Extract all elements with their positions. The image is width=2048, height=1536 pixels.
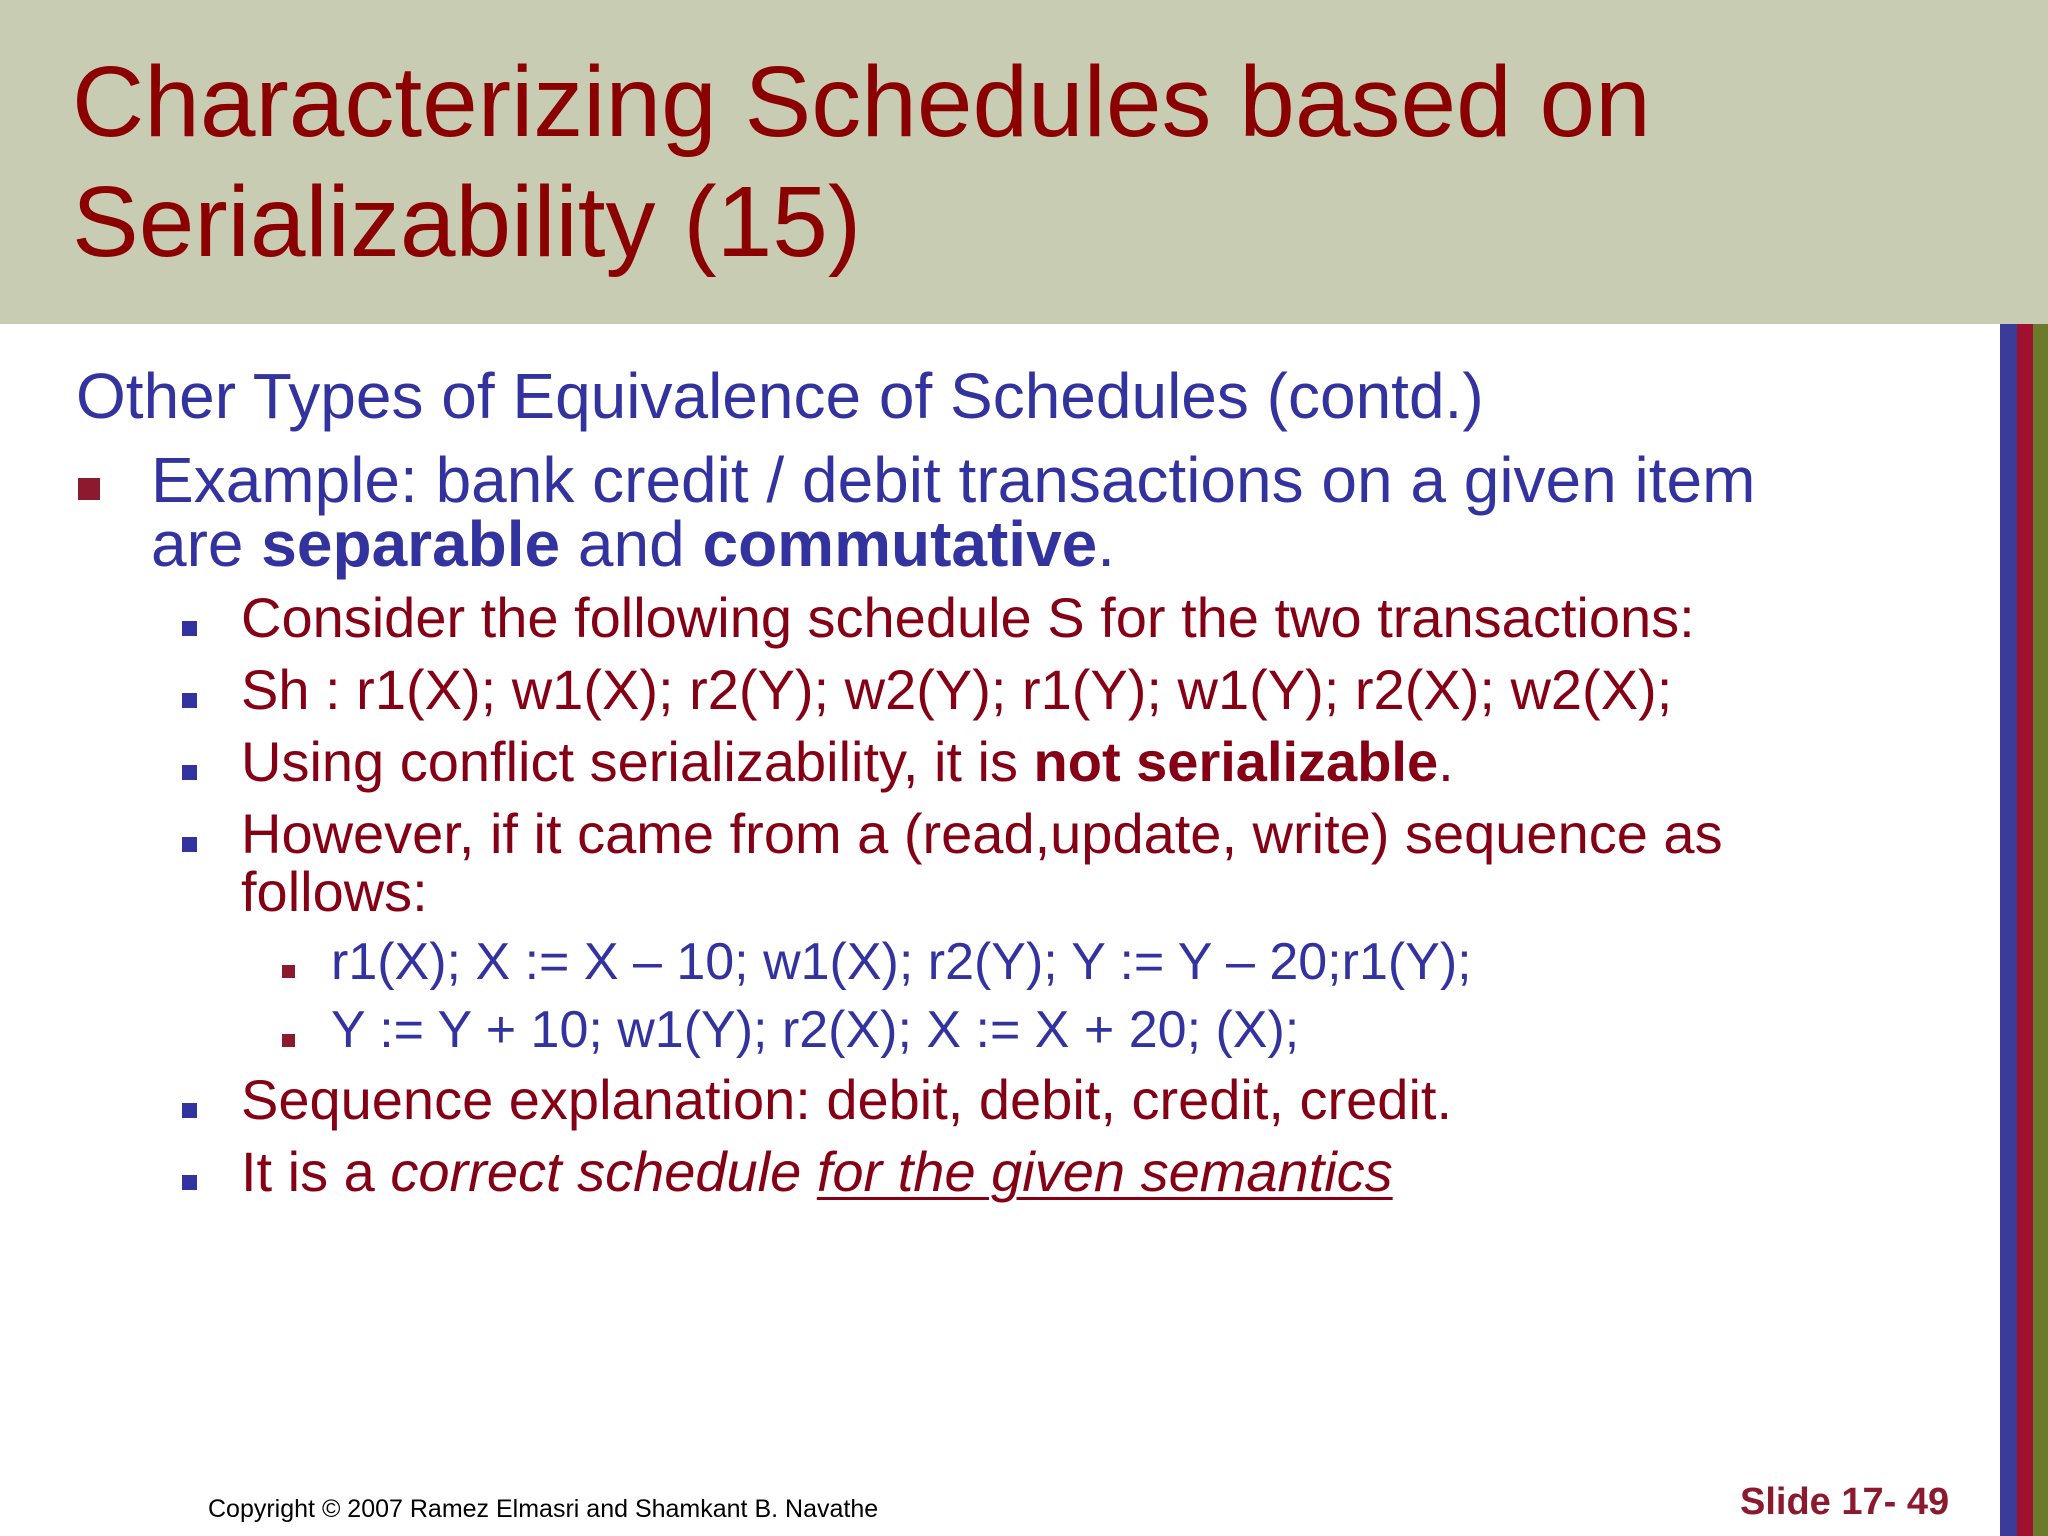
slide-title (72, 42, 1972, 282)
bullet-example-line-1: Example: bank credit / debit transactions on a given item (151, 444, 1756, 516)
bullet-square-icon (282, 965, 295, 978)
sub-bullet-however-line-1: However, if it came from a (read,update, write) sequence as (241, 802, 1723, 865)
subheading: Other Types of Equivalence of Schedules (contd.) (76, 360, 1484, 432)
example-bold-commutative: commutative (702, 508, 1098, 580)
sub-sub-bullet-sequence-2: Y := Y + 10; w1(Y); r2(X); X := X + 20; (X); (331, 1001, 1300, 1059)
sub-bullet-correct-schedule (241, 1142, 1393, 1202)
example-suffix: . (1097, 508, 1116, 580)
correct-prefix: It is a (241, 1140, 391, 1203)
footer-copyright: Copyright © 2007 Ramez Elmasri and Shamkant B. Navathe (208, 1495, 879, 1523)
correct-italic: correct schedule (390, 1140, 802, 1203)
stripe-green (2033, 324, 2048, 1536)
bullet-square-icon (78, 478, 100, 500)
sub-bullet-schedule-sh: Sh : r1(X); w1(X); r2(Y); w2(Y); r1(Y); w1(Y); r2(X); w2(X); (241, 658, 1673, 721)
stripe-red (2017, 324, 2033, 1536)
footer-slide-number: Slide 17- 49 (1740, 1481, 1950, 1523)
title-line-2: Serializability (15) (72, 166, 862, 278)
correct-space (801, 1140, 817, 1203)
correct-underline: for the given semantics (816, 1140, 1393, 1203)
bullet-square-icon (182, 1103, 197, 1118)
example-mid: and (560, 508, 703, 580)
sub-bullet-sequence-explanation: Sequence explanation: debit, debit, credit, credit. (241, 1068, 1452, 1131)
conflict-suffix: . (1438, 730, 1454, 793)
sub-bullet-however-line-2: follows: (241, 860, 428, 923)
bullet-square-icon (182, 693, 197, 708)
sub-bullet-conflict (241, 732, 1454, 792)
title-line-1: Characterizing Schedules based on (72, 46, 1651, 158)
example-bold-separable: separable (261, 508, 561, 580)
sub-bullet-consider: Consider the following schedule S for the two transactions: (241, 586, 1695, 649)
slide-header (0, 0, 2048, 324)
bullet-example-line-2 (151, 508, 1116, 580)
bullet-square-icon (182, 765, 197, 780)
sub-sub-bullet-sequence-1: r1(X); X := X – 10; w1(X); r2(Y); Y := Y – 20;r1(Y); (331, 933, 1472, 991)
conflict-bold: not serializable (1033, 730, 1439, 793)
example-prefix: are (151, 508, 262, 580)
conflict-prefix: Using conflict serializability, it is (241, 730, 1034, 793)
stripe-blue (2000, 324, 2017, 1536)
bullet-square-icon (182, 621, 197, 636)
bullet-square-icon (182, 837, 197, 852)
bullet-square-icon (182, 1175, 197, 1190)
bullet-square-icon (282, 1034, 295, 1047)
decorative-side-stripes (2000, 324, 2048, 1536)
